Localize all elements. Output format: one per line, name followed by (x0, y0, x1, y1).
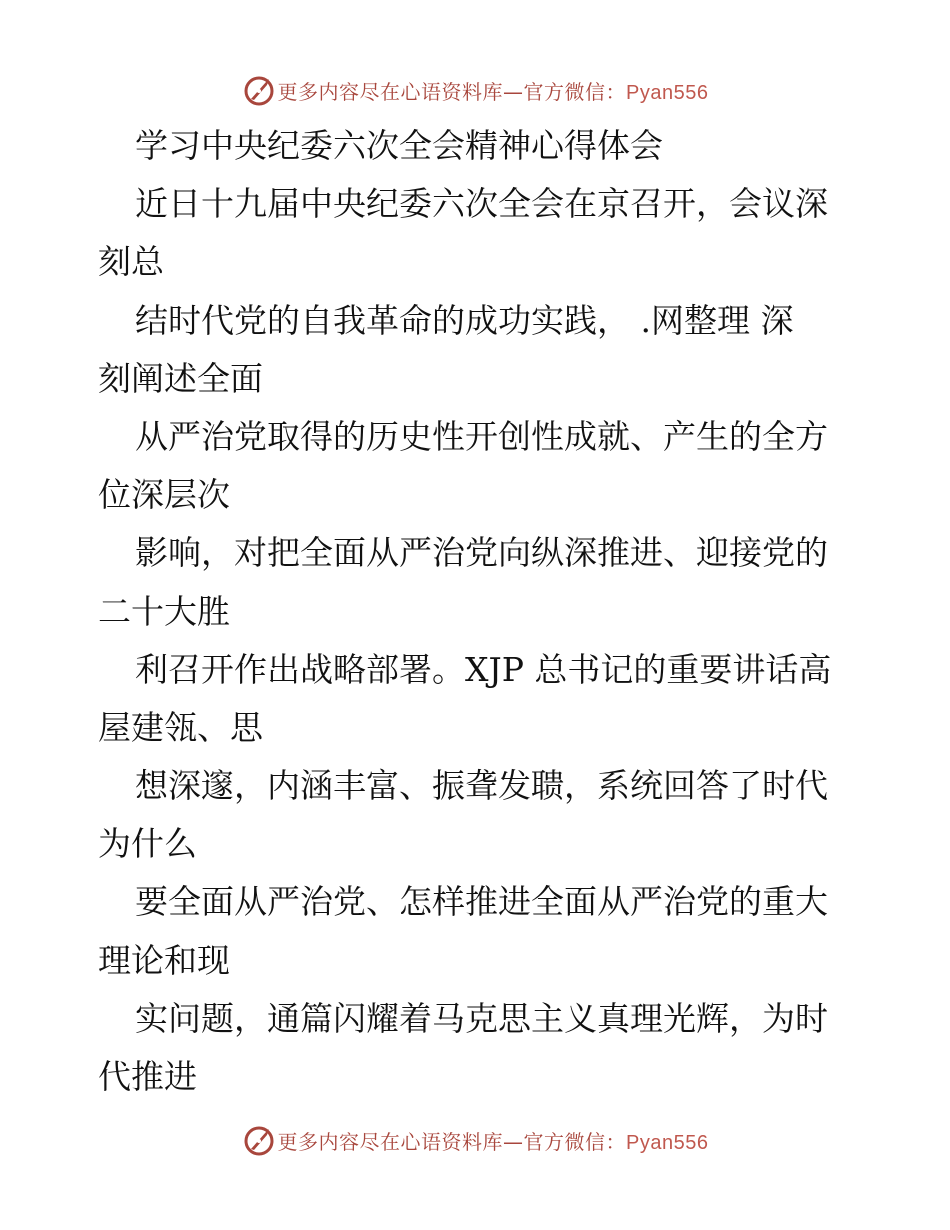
text-line: 实问题，通篇闪耀着马克思主义真理光辉，为时 (135, 998, 828, 1038)
watermark-text: 更多内容尽在心语资料库—官方微信：Pyan556 (277, 1129, 709, 1154)
text-line: 二十大胜 (98, 591, 230, 631)
text-line: 理论和现 (98, 940, 230, 980)
text-line: 位深层次 (98, 475, 230, 515)
text-line: 想深邃，内涵丰富、振聋发聩，系统回答了时代 (135, 766, 828, 806)
text-line: 刻总 (98, 242, 164, 282)
text-line: 要全面从严治党、怎样推进全面从严治党的重大 (135, 882, 828, 922)
wechat-id: Pyan556 (626, 81, 709, 104)
document-title: 学习中央纪委六次全会精神心得体会 (135, 126, 663, 165)
text-line: 刻阐述全面 (98, 358, 263, 398)
text-line: 代推进 (98, 1057, 197, 1096)
watermark-text: 更多内容尽在心语资料库—官方微信：Pyan556 (277, 79, 709, 104)
text-line: 近日十九届中央纪委六次全会在京召开，会议深 (135, 184, 828, 224)
document-body (98, 117, 858, 1106)
text-line: 为什么 (98, 824, 197, 864)
text-line: 利召开作出战略部署。XJP 总书记的重要讲话高 (135, 649, 832, 689)
text-line: 从严治党取得的历史性开创性成就、产生的全方 (135, 416, 828, 456)
header-watermark (0, 70, 950, 110)
text-line: 结时代党的自我革命的成功实践， .网整理 深 (135, 300, 794, 340)
text-line: 影响，对把全面从严治党向纵深推进、迎接党的 (135, 533, 828, 573)
wechat-id: Pyan556 (626, 1131, 709, 1154)
quill-pen-logo-icon (242, 1123, 276, 1157)
text-line: 屋建瓴、思 (98, 707, 263, 747)
quill-pen-logo-icon (242, 73, 276, 107)
footer-watermark (0, 1120, 950, 1160)
